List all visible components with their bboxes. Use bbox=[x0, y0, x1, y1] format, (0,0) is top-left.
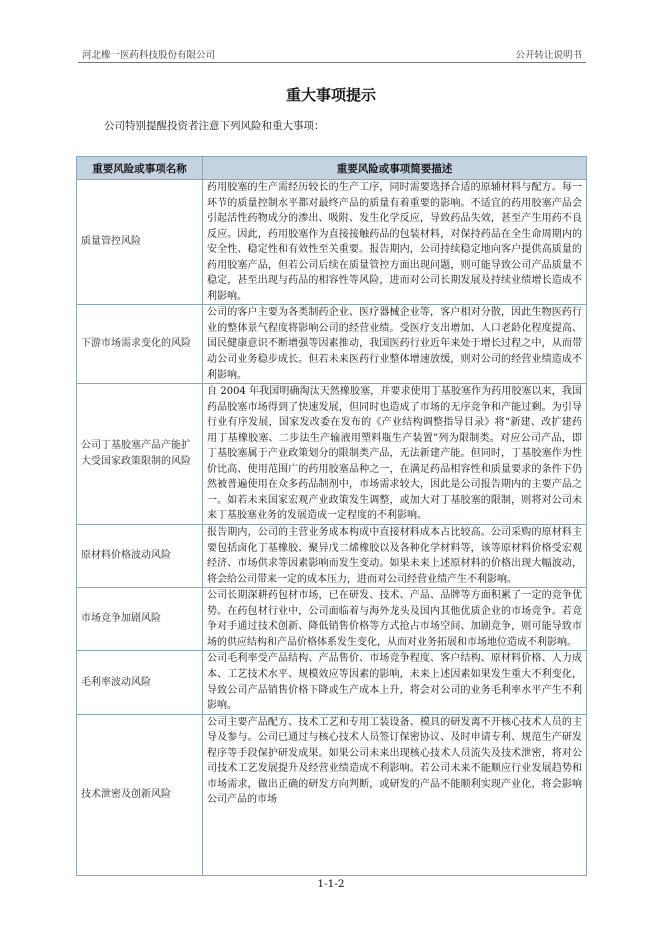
table-row bbox=[77, 525, 587, 588]
table-row bbox=[77, 714, 587, 875]
intro-paragraph: 公司特别提醒投资者注意下列风险和重大事项： bbox=[104, 120, 325, 132]
column-header-risk-name: 重要风险或事项名称 bbox=[77, 157, 203, 180]
risk-table-header-row bbox=[77, 157, 587, 180]
risk-name: 公司丁基胶塞产品产能扩大受国家政策限制的风险 bbox=[77, 384, 203, 525]
risk-name: 质量管控风险 bbox=[77, 180, 203, 305]
risk-name: 毛利率波动风险 bbox=[77, 651, 203, 714]
column-header-risk-description: 重要风险或事项简要描述 bbox=[203, 157, 587, 180]
risk-name: 原材料价格波动风险 bbox=[77, 525, 203, 588]
risk-description: 公司长期深耕药包材市场，已在研发、技术、产品、品牌等方面积累了一定的竞争优势。在药包材行业中，公司面临着与海外龙头及国内其他优质企业的市场竞争。若竞争对手通过技术创新、降低销售价格等方式抢占市场空间、加剧竞争，则可能导致市场的供应结构和产品价格体系发生变化，从而对业务拓展和市场地位造成不利影响。 bbox=[203, 588, 587, 651]
page-title: 重大事项提示 bbox=[285, 86, 376, 104]
risk-table bbox=[76, 156, 587, 876]
risk-description: 公司的客户主要为各类制药企业、医疗器械企业等，客户相对分散，因此生物医药行业的整体景气程度将影响公司的经营业绩。受医疗支出增加、人口老龄化程度提高、国民健康意识不断增强等因素推动，我国医药行业近年来处于增长过程之中，从而带动公司业务稳步成长。但若未来医药行业整体增速放缓，则对公司的经营业绩造成不利影响。 bbox=[203, 305, 587, 384]
header-company-name: 河北橡一医药科技股份有限公司 bbox=[82, 50, 216, 61]
risk-description: 公司主要产品配方、技术工艺和专用工装设备、模具的研发离不开核心技术人员的主导及参与。公司已通过与核心技术人员签订保密协议、及时申请专利、规范生产研发程序等手段保护研发成果。如果公司未来出现核心技术人员流失及技术泄密，将对公司技术工艺发展提升及经营业绩造成不利影响。若公司未来不能顺应行业发展趋势和市场需求，做出正确的研发方向判断，或研发的产品不能顺利实现产业化，将会影响公司产品的市场 bbox=[207, 716, 582, 806]
table-row bbox=[77, 651, 587, 714]
risk-description: 药用胶塞的生产需经历较长的生产工序，同时需要选择合适的原辅材料与配方。每一环节的质量控制水平都对最终产品的质量有着重要的影响。不适宜的药用胶塞产品会引起活性药物成分的渗出、吸附、发生化学反应，导致药品失效，甚至产生用药不良反应。因此，药用胶塞作为直接接触药品的包装材料，对保持药品在全生命周期内的安全性、稳定性和有效性至关重要。报告期内，公司持续稳定地向客户提供高质量的药用胶塞产品，但若公司后续在质量管控方面出现问题，则可能导致公司产品质量不稳定，甚至出现与药品的相容性等风险，进而对公司长期发展及持续业绩增长造成不利影响。 bbox=[203, 180, 587, 305]
risk-description: 公司毛利率受产品结构、产品售价、市场竞争程度、客户结构、原材料价格、人力成本、工艺技术水平、规模效应等因素的影响，未来上述因素如果发生重大不利变化，导致公司产品销售价格下降或生产成本上升，将会对公司的业务毛利率水平产生不利影响。 bbox=[203, 651, 587, 714]
risk-name: 技术泄密及创新风险 bbox=[77, 714, 203, 875]
risk-description-cell bbox=[203, 714, 587, 875]
risk-name: 下游市场需求变化的风险 bbox=[77, 305, 203, 384]
table-row bbox=[77, 588, 587, 651]
risk-description: 自 2004 年我国明确淘汰天然橡胶塞，并要求使用丁基胶塞作为药用胶塞以来，我国药品胶塞市场得到了快速发展，但同时也造成了市场的无序竞争和产能过剩。为引导行业有序发展，国家发改委在发布的《产业结构调整指导目录》将“新建、改扩建药用丁基橡胶塞、二步法生产输液用塑料瓶生产装置”列为限制类。对应公司产品，即丁基胶塞属于产业政策划分的限制类产品，无法新建产能。但同时，丁基胶塞作为性价比高、使用范围广的药用胶塞品种之一，在满足药品相容性和质量要求的条件下仍然被普遍使用在众多药品制剂中，市场需求较大，因此是公司报告期内的主要产品之一。如若未来国家宏观产业政策发生调整，或加大对丁基胶塞的限制，则将对公司未来丁基胶塞业务的发展造成一定程度的不利影响。 bbox=[203, 384, 587, 525]
header-document-type: 公开转让说明书 bbox=[515, 50, 582, 61]
risk-name: 市场竞争加剧风险 bbox=[77, 588, 203, 651]
risk-description: 报告期内，公司的主营业务成本构成中直接材料成本占比较高。公司采购的原材料主要包括卤化丁基橡胶、聚异戊二烯橡胶以及各种化学材料等，该等原材料价格受宏观经济、市场供求等因素影响而发生变动。如果未来上述原材料的价格出现大幅波动，将会给公司带来一定的成本压力，进而对公司经营业绩产生不利影响。 bbox=[203, 525, 587, 588]
table-row bbox=[77, 384, 587, 525]
page-number: 1-1-2 bbox=[317, 878, 345, 890]
table-row bbox=[77, 305, 587, 384]
table-row bbox=[77, 180, 587, 305]
page-header bbox=[78, 44, 586, 63]
